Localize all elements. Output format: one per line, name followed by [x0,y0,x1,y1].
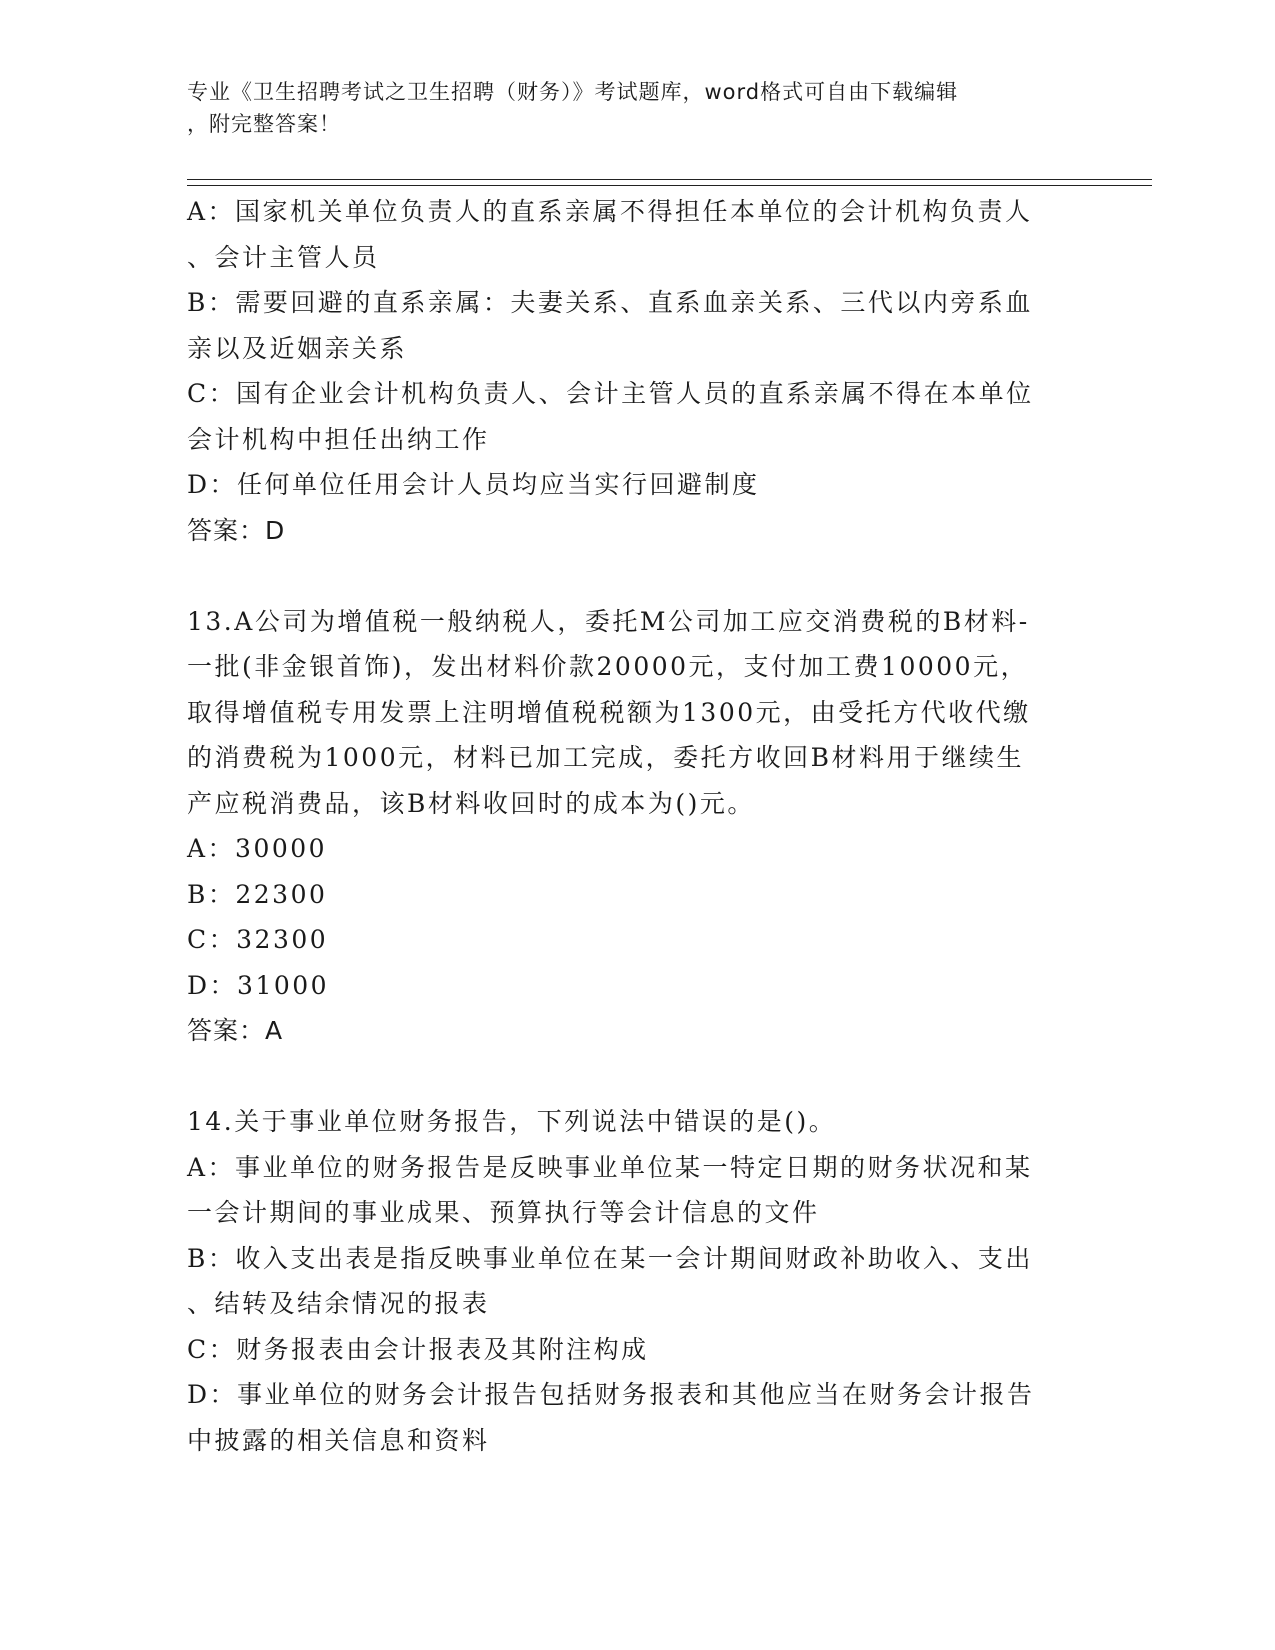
header-line: ，附完整答案！ [187,112,341,136]
question-stem: 取得增值税专用发票上注明增值税税额为1300元，由受托方代收代缴 [187,697,1031,727]
option-a: A：国家机关单位负责人的直系亲属不得担任本单位的会计机构负责人 [187,197,1033,226]
question-stem: 一批(非金银首饰)，发出材料价款20000元，支付加工费10000元， [187,652,1029,681]
header-divider [187,185,1152,186]
question-stem: 产应税消费品，该B材料收回时的成本为()元。 [187,788,755,818]
header-divider [187,179,1152,180]
answer: 答案：D [187,515,286,545]
option-a: A：30000 [187,834,328,863]
option-d: D：事业单位的财务会计报告包括财务报表和其他应当在财务会计报告 [187,1380,1035,1409]
question-12 [187,189,1087,553]
spacer [187,1054,1087,1100]
question-13 [187,599,1087,1054]
option-b: 亲以及近姻亲关系 [187,333,408,363]
option-b: B：需要回避的直系亲属：夫妻关系、直系血亲关系、三代以内旁系血 [187,288,1033,317]
option-d: D：31000 [187,970,330,1000]
page-header [187,76,1067,140]
answer: 答案：A [187,1016,284,1045]
question-stem: 的消费税为1000元，材料已加工完成，委托方收回B材料用于继续生 [187,743,1024,772]
option-c: C：国有企业会计机构负责人、会计主管人员的直系亲属不得在本单位 [187,379,1034,408]
option-c: 会计机构中担任出纳工作 [187,424,490,454]
question-content [187,189,1087,1463]
spacer [187,553,1087,599]
option-a: 、会计主管人员 [187,242,380,272]
question-stem: 13.A公司为增值税一般纳税人，委托M公司加工应交消费税的B材料- [187,606,1030,636]
option-b: B：收入支出表是指反映事业单位在某一会计期间财政补助收入、支出 [187,1243,1033,1273]
option-c: C：32300 [187,925,329,954]
option-d: 中披露的相关信息和资料 [187,1425,490,1455]
option-b: B：22300 [187,879,328,909]
option-b: 、结转及结余情况的报表 [187,1289,490,1318]
header-line: 专业《卫生招聘考试之卫生招聘（财务）》考试题库，word格式可自由下载编辑 [187,80,959,104]
option-d: D：任何单位任用会计人员均应当实行回避制度 [187,470,760,499]
option-c: C：财务报表由会计报表及其附注构成 [187,1334,649,1364]
question-14 [187,1099,1087,1463]
option-a: 一会计期间的事业成果、预算执行等会计信息的文件 [187,1198,820,1227]
option-a: A：事业单位的财务报告是反映事业单位某一特定日期的财务状况和某 [187,1152,1033,1182]
question-stem: 14.关于事业单位财务报告，下列说法中错误的是()。 [187,1107,837,1136]
